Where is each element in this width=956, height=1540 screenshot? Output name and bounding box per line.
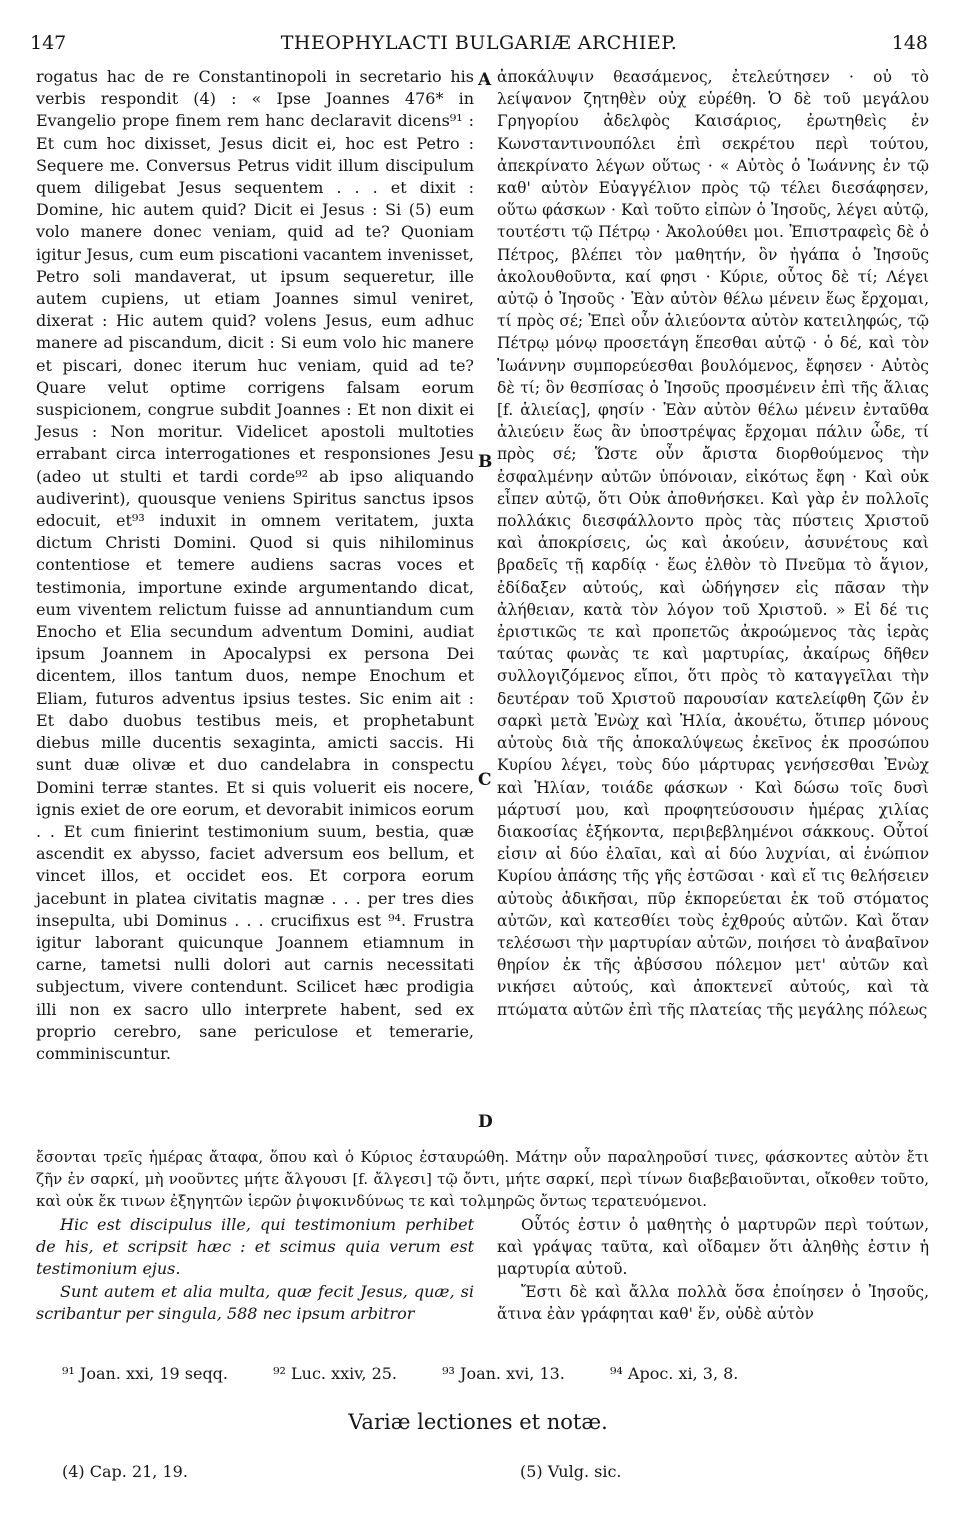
running-title: THEOPHYLACTI BULGARIÆ ARCHIEP.	[280, 32, 678, 54]
margin-letter-d: D	[478, 1112, 493, 1132]
page-number-right: 148	[891, 32, 928, 54]
latin-column	[36, 66, 474, 1065]
footnote-94: ⁹⁴ Apoc. xi, 3, 8.	[609, 1364, 739, 1383]
latin-end-column	[36, 1214, 474, 1325]
greek-main-text: ἀποκάλυψιν θεασάμενος, ἐτελεύτησεν · οὐ τὸ λείψανον ζητηθὲν οὐχ εὑρέθη. Ὁ δὲ τοῦ μεγάλου Γρηγορίου ἀδελφὸς Καισάριος, ἐρωτηθεὶς ἐν Κωνσταντινουπόλει ἐπὶ σεκρέτου περὶ τούτου, ἀπεκρίνατο λέγων οὕτως · « Αὐτὸς ὁ Ἰωάννης ἐν τῷ καθ' αὐτὸν Εὐαγγέλιον πρὸς τῷ τέλει διεσάφησεν, οὕτω φάσκων · Καὶ τοῦτο εἰπὼν ὁ Ἰησοῦς, λέγει αὐτῷ, τουτέστι τῷ Πέτρῳ · Ἀκολούθει μοι. Ἐπιστραφεὶς δὲ ὁ Πέτρος, βλέπει τὸν μαθητήν, ὃν ἠγάπα ὁ Ἰησοῦς ἀκολουθοῦντα, καί φησι · Κύριε, οὗτος δὲ τί; Λέγει αὐτῷ ὁ Ἰησοῦς · Ἐὰν αὐτὸν θέλω μένειν ἕως ἔρχομαι, τί πρὸς σέ; Ἐπεὶ οὖν ἁλιεύοντα αὐτὸν κατειληφώς, τῷ Πέτρῳ μόνῳ προσετάγη ἕπεσθαι αὐτῷ · ὁ δέ, καὶ τὸν Ἰωάννην συμπορεύεσθαι βουλόμενος, ἔφησεν · Αὐτὸς δὲ τί; ὃν θεσπίσας ὁ Ἰησοῦς προσμένειν ἐπὶ τῆς ἅλιας [f. ἁλιείας], φησίν · Ἐὰν αὐτὸν θέλω μένειν ἐνταῦθα ἁλιεύειν ἕως ἂν ὑποστρέψας ἔρχομαι πάλιν ὧδε, τί πρὸς σέ; Ὥστε οὖν ἄριστα διορθούμενος τὴν ἐσφαλμένην αὐτῶν ὑπόνοιαν, εἰκότως ἔφη · Καὶ οὐκ εἶπεν αὐτῷ, ὅτι Οὐκ ἀποθνήσκει. Καὶ γὰρ ἐν πολλοῖς πολλάκις διεσφάλλοντο πρὸς τὰς πύστεις Χριστοῦ καὶ ἀποκρίσεις, ὡς καὶ ἀκούειν, ἀσυνέτους καὶ βραδεῖς τῇ καρδίᾳ · ἕως ἐλθὸν τὸ Πνεῦμα τὸ ἅγιον, ἐδίδαξεν αὐτούς, καὶ ὡδήγησεν εἰς πᾶσαν τὴν ἀλήθειαν, κατὰ τὸν λόγον τοῦ Χριστοῦ. » Εἰ δέ τις ἐριστικῶς τε καὶ προπετῶς ἀκροώμενος τὰς ἱερὰς ταύτας φωνὰς τε καὶ μαρτυρίας, ἀκαίρως δῆθεν συλλογιζόμενος εἴποι, ὅτι πρὸς τὸ καταγγεῖλαι τὴν δευτέραν τοῦ Χριστοῦ παρουσίαν κατελείφθη ζῶν ἐν σαρκὶ μετὰ Ἐνὼχ καὶ Ἠλία, ἀκουέτω, ὅτιπερ μόνους αὐτοὺς διὰ τῆς ἀποκαλύψεως ἐκεῖνος ἐκ προσώπου Κυρίου λέγει, τοὺς δύο μάρτυρας γενήσεσθαι Ἐνὼχ καὶ Ἠλίαν, τοιάδε φάσκων · Καὶ δώσω τοῖς δυσὶ μάρτυσί μου, καὶ προφητεύσουσιν ἡμέρας χιλίας διακοσίας ἑξήκοντα, περιβεβλημένοι σάκκους. Οὗτοί εἰσιν αἱ δύο ἐλαῖαι, καὶ αἱ δύο λυχνίαι, αἱ ἐνώπιον Κυρίου ἁπάσης τῆς γῆς ἑστῶσαι · καὶ εἴ τις θελήσειεν αὐτοὺς ἀδικῆσαι, πῦρ ἐκπορεύεται ἐκ τοῦ στόματος αὐτῶν, καὶ κατεσθίει τοὺς ἐχθρούς αὐτῶν. Καὶ ὅταν τελέσωσι τὴν μαρτυρίαν αὐτῶν, ποιήσει τὸ ἀναβαῖνον θηρίον ἐκ τῆς ἀβύσσου πόλεμον μετ' αὐτῶν καὶ νικήσει αὐτούς, καὶ ἀποκτενεῖ αὐτούς, καὶ τὰ πτώματα αὐτῶν ἐπὶ τῆς πλατείας τῆς μεγάλης πόλεως	[497, 68, 929, 1019]
margin-letter-a: A	[478, 70, 492, 90]
greek-end-column	[497, 1214, 929, 1325]
running-header	[30, 32, 928, 62]
footnote-93: ⁹³ Joan. xvi, 13.	[442, 1364, 565, 1383]
variae-heading: Variæ lectiones et notæ.	[348, 1410, 608, 1434]
footnote-91: ⁹¹ Joan. xxi, 19 seqq.	[62, 1364, 229, 1383]
greek-full-width-text: ἔσονται τρεῖς ἡμέρας ἄταφα, ὅπου καὶ ὁ Κύριος ἐσταυρώθη. Μάτην οὖν παραληροῦσί τινες, φάσκοντες αὐτὸν ἔτι ζῆν ἐν σαρκί, μὴ νοοῦντες μήτε ἄλγουσι [f. ἄλγεσι] τῷ ὄντι, μήτε σαρκί, περὶ τίνων διαβεβαιοῦνται, οἴκοθεν τοῦτο, καὶ οὐκ ἔκ τινων ἐξηγητῶν ἱερῶν ῥιψοκινδύνως τε καὶ τολμηρῶς ὄντως τερατευόμενοι.	[36, 1148, 929, 1210]
margin-letter-b: B	[478, 452, 493, 472]
note-4: (4) Cap. 21, 19.	[62, 1462, 188, 1481]
note-5: (5) Vulg. sic.	[520, 1462, 622, 1481]
latin-main-text: rogatus hac de re Constantinopoli in secretario his verbis respondit (4) : « Ipse Joannes 476* in Evangelio prope finem rem hanc declaravit dicens⁹¹ : Et cum hoc dixisset, Jesus dicit ei, hoc est Petro : Sequere me. Conversus Petrus vidit illum discipulum quem diligebat Jesus sequentem . . . et dixit : Domine, hic autem quid? Dicit ei Jesus : Si (5) eum volo manere donec veniam, quid ad te? Quoniam igitur Jesus, cum eum piscationi vacantem invenisset, Petro soli mandaverat, ut ipsum sequeretur, ille autem cupiens, ut etiam Joannes simul veniret, dixerat : Hic autem quid? volens Jesus, eum adhuc manere ad piscandum, dicit : Si eum volo hic manere et piscari, donec iterum huc veniam, quid ad te? Quare velut optime corrigens falsam eorum suspicionem, congrue subdit Joannes : Et non dixit ei Jesus : Non moritur. Videlicet apostoli multoties errabant circa interrogationes et responsiones Jesu (adeo ut stulti et tardi corde⁹² ab ipso aliquando audiverint), quousque veniens Spiritus sanctus ipsos edocuit, et⁹³ induxit in omnem veritatem, juxta dictum Christi Domini. Quod si quis nihilominus contentiose et temere audiens sacras voces et testimonia, importune exinde argumentando dicat, eum viventem relictum fuisse ad annuntiandum cum Enocho et Elia secundum adventum Domini, audiat ipsum Joannem in Apocalypsi ex persona Dei dicentem, illos tantum duos, nempe Enochum et Eliam, futuros adventus ipsius testes. Sic enim ait : Et dabo duobus testibus meis, et prophetabunt diebus mille ducentis sexaginta, amicti saccis. Hi sunt duæ olivæ et duo candelabra in conspectu Domini terræ stantes. Et si quis voluerit eis nocere, ignis exiet de ore eorum, et devorabit inimicos eorum . . Et cum finierint testimonium suum, bestia, quæ ascendit ex abysso, faciet adversum eos bellum, et vincet illos, et occidet eos. Et corpora eorum jacebunt in platea civitatis magnæ . . . per tres dies insepulta, ubi Dominus . . . crucifixus est ⁹⁴. Frustra igitur laborant quicunque Joannem etiamnum in carne, tametsi nulli dolori aut carnis necessitati subjectum, vivere contendunt. Scilicet hæc prodigia illi non ex sacro ullo interprete habent, sed ex proprio cerebro, sane periculose et temerarie, comminiscuntur.	[36, 67, 474, 1063]
greek-end-paragraph-2: Ἔστι δὲ καὶ ἄλλα πολλὰ ὅσα ἐποίησεν ὁ Ἰησοῦς, ἅτινα ἐὰν γράφηται καθ' ἕν, οὐδὲ αὐτὸν	[497, 1282, 929, 1323]
greek-column	[497, 66, 929, 1021]
footnote-92: ⁹² Luc. xxiv, 25.	[273, 1364, 398, 1383]
greek-end-paragraph-1: Οὗτός ἐστιν ὁ μαθητὴς ὁ μαρτυρῶν περὶ τούτων, καὶ γράψας ταῦτα, καὶ οἴδαμεν ὅτι ἀληθὴς ἐστιν ἡ μαρτυρία αὐτοῦ.	[497, 1216, 929, 1279]
footnotes	[62, 1364, 902, 1383]
latin-end-paragraph-2: Sunt autem et alia multa, quæ fecit Jesus, quæ, si scribantur per singula, 588 nec ipsum arbitror	[36, 1281, 474, 1323]
margin-letter-c: C	[478, 770, 492, 790]
latin-end-paragraph-1: Hic est discipulus ille, qui testimonium perhibet de his, et scripsit hæc : et scimus quia verum est testimonium ejus.	[36, 1215, 474, 1279]
page-number-left: 147	[30, 32, 67, 54]
